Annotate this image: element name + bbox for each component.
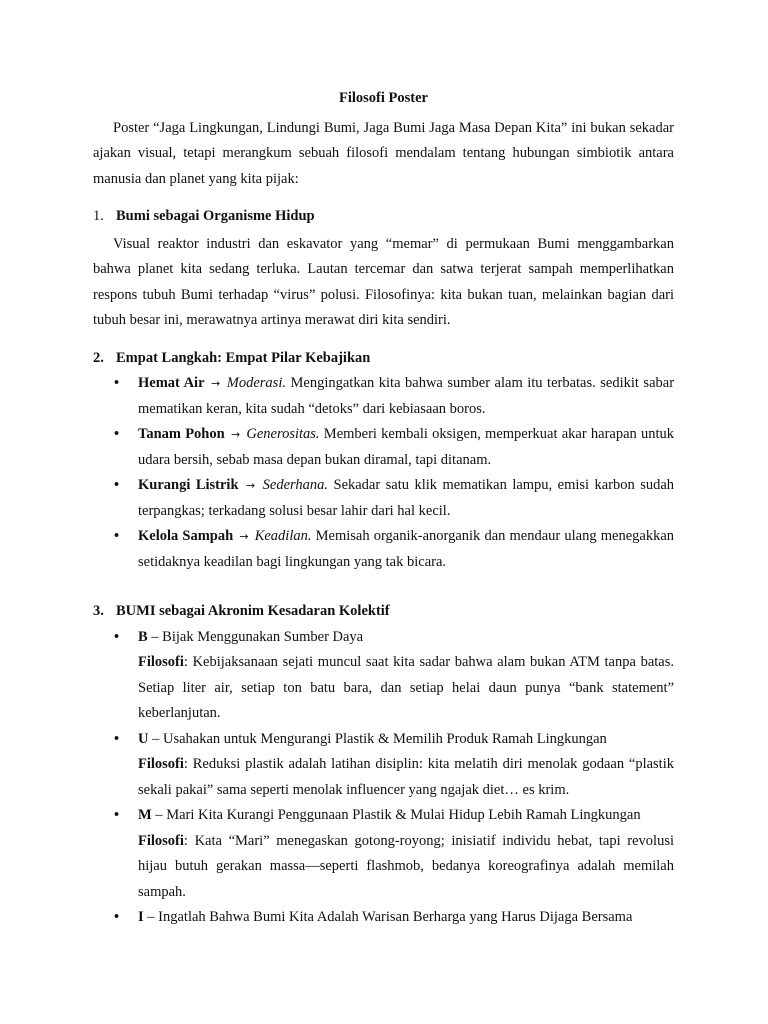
acronym-line [138,727,674,753]
acronym-expansion: Usahakan untuk Mengurangi Plastik & Memilih Produk Ramah Lingkungan [162,730,607,747]
acronym-dash: – [151,628,159,645]
pillar-term: Tanam Pohon [138,426,225,442]
philosophy-label: Filosofi [138,832,184,849]
pillar-item [93,371,674,422]
acronym-letter: I [138,909,144,925]
acronym-expansion: Mari Kita Kurangi Penggunaan Plastik & Mulai Hidup Lebih Ramah Lingkungan [166,807,641,823]
acronym-philosophy [138,829,674,906]
pillar-text: Memisah organik-anorganik dan mendaur ulang menegakkan setidaknya keadilan bagi lingkungan yang tak bicara. [138,528,675,570]
bullet-icon: • [114,730,120,747]
philosophy-label: Filosofi [138,654,184,670]
acronym-expansion: Bijak Menggunakan Sumber Daya [162,628,364,645]
section-2-number: 2. [93,349,104,366]
acronym-item [93,727,674,804]
acronym-line [138,803,674,829]
pillar-item [93,473,674,524]
pillar-text: Memberi kembali oksigen, memperkuat akar harapan untuk udara bersih, sebab masa depan bukan diramal, tapi ditanam. [138,426,675,468]
section-3-number: 3. [93,603,104,619]
acronym-list [93,625,674,931]
document-content [93,86,674,931]
pillar-item [93,524,674,575]
section-3-heading [93,599,674,625]
arrow-icon: → [211,377,221,390]
acronym-letter: M [138,807,152,823]
bullet-icon: • [114,628,120,645]
acronym-letter: U [138,730,149,747]
philosophy-label: Filosofi [138,756,184,772]
philosophy-text: : Kata “Mari” menegaskan gotong-royong; inisiatif individu hebat, tapi revolusi hijau butuh gerakan massa—seperti flashmob, bedanya koreografinya adalah memilah sampah. [138,832,674,900]
acronym-item [93,905,674,931]
intro-paragraph: Poster “Jaga Lingkungan, Lindungi Bumi, Jaga Bumi Jaga Masa Depan Kita” ini bukan sekadar ajakan visual, tetapi merangkum sebuah filosofi mendalam tentang hubungan simbiotik antara manusia dan planet yang kita pijak: [93,119,674,187]
pillar-term: Hemat Air [138,375,205,391]
acronym-philosophy [138,752,674,803]
section-3-title: BUMI sebagai Akronim Kesadaran Kolektif [116,603,390,619]
section-2-title: Empat Langkah: Empat Pilar Kebajikan [116,349,371,366]
pillars-list [93,371,674,575]
acronym-expansion: Ingatlah Bahwa Bumi Kita Adalah Warisan Berharga yang Harus Dijaga Bersama [158,909,633,925]
acronym-dash: – [152,730,160,747]
section-1-number: 1. [93,208,104,224]
acronym-line [138,625,674,651]
section-1-body: Visual reaktor industri dan eskavator yang “memar” di permukaan Bumi menggambarkan bahwa planet kita sedang terluka. Lautan tercemar dan satwa terjerat sampah memperlihatkan respons tubuh Bumi terhadap “virus” polusi. Filosofinya: kita bukan tuan, melainkan bagian dari tubuh besar ini, merawatnya artinya merawat diri kita sendiri. [93,235,674,328]
pillar-text: Sekadar satu klik mematikan lampu, emisi karbon sudah terpangkas; terkadang solusi besar lahir dari hal kecil. [138,477,675,519]
acronym-item [93,803,674,905]
bullet-icon: • [114,426,120,442]
arrow-icon: → [239,530,249,543]
pillar-term: Kelola Sampah [138,528,234,544]
bullet-icon: • [114,477,120,493]
bullet-icon: • [114,909,120,925]
pillar-term: Kurangi Listrik [138,477,239,493]
acronym-item [93,625,674,727]
acronym-letter: B [138,628,148,645]
section-1-title: Bumi sebagai Organisme Hidup [116,208,315,224]
bullet-icon: • [114,375,120,391]
pillar-virtue: Keadilan. [254,528,312,544]
acronym-dash: – [147,909,155,925]
acronym-philosophy [138,650,674,727]
section-1-heading [93,204,674,230]
pillar-text: Mengingatkan kita bahwa sumber alam itu terbatas. sedikit sabar mematikan keran, kita sudah “detoks” dari kebiasaan boros. [138,375,675,417]
pillar-item [93,422,674,473]
arrow-icon: → [245,479,256,492]
pillar-virtue: Moderasi. [226,375,286,391]
pillar-virtue: Sederhana. [262,477,329,493]
acronym-dash: – [155,807,163,823]
bullet-icon: • [114,807,120,823]
philosophy-text: : Reduksi plastik adalah latihan disiplin: kita melatih diri menolak godaan “plastik sekali pakai” sama seperti menolak influencer yang ngajak diet… es krim. [138,756,674,798]
acronym-line [138,905,674,931]
arrow-icon: → [230,428,241,441]
section-2-heading [93,346,674,372]
bullet-icon: • [114,528,120,544]
document-title: Filosofi Poster [339,90,428,106]
philosophy-text: : Kebijaksanaan sejati muncul saat kita sadar bahwa alam bukan ATM tanpa batas. Setiap liter air, setiap ton batu bara, dan setiap helai daun punya “bank statement” keberlanjutan. [138,654,674,721]
pillar-virtue: Generositas. [246,426,320,442]
